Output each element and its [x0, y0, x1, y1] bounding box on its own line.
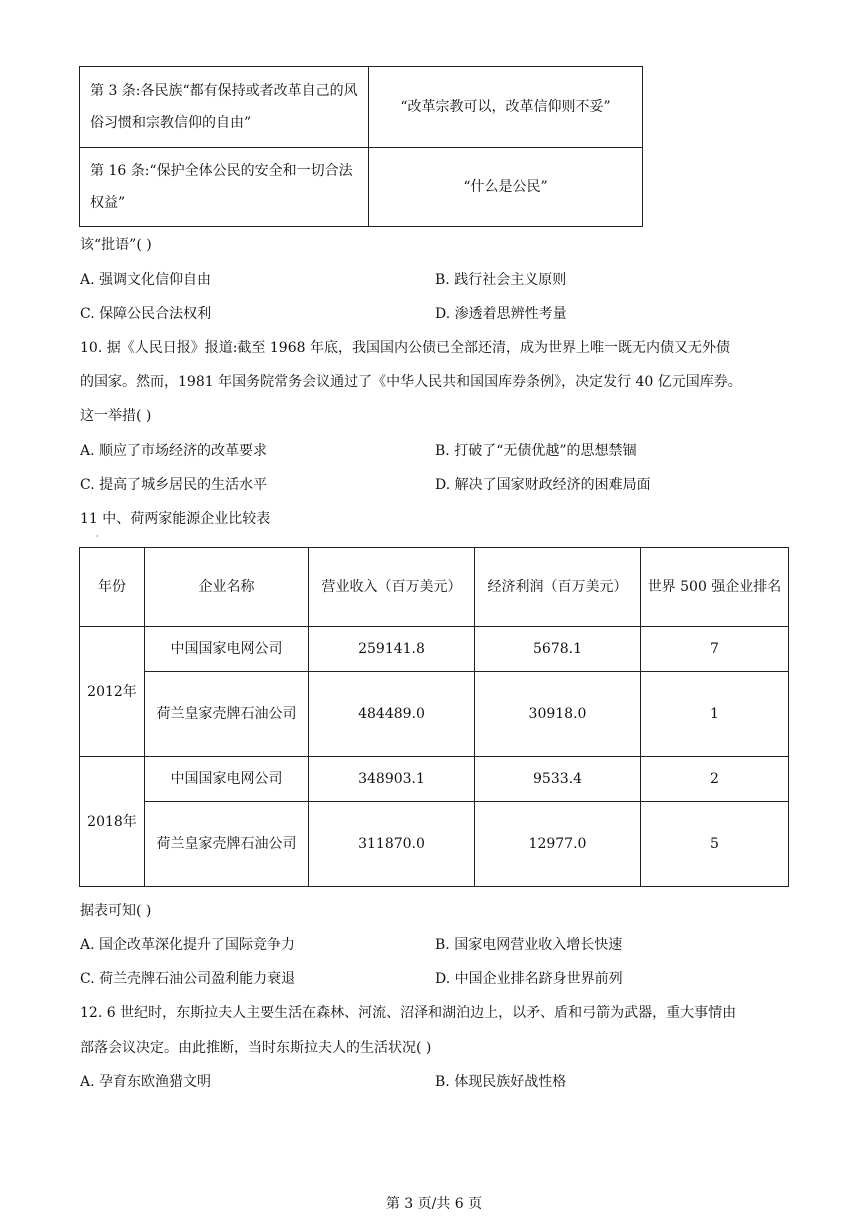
- option-a: A. 顺应了市场经济的改革要求: [80, 443, 268, 459]
- question-stem: 的国家。然而，1981 年国务院常务会议通过了《中华人民共和国国库券条例》，决定发行 40 亿元国库券。: [80, 374, 742, 390]
- table-row: [80, 757, 789, 802]
- company-cell: 中国国家电网公司: [145, 627, 309, 672]
- year-cell: 2018年: [80, 757, 145, 887]
- option-d: D. 渗透着思辨性考量: [435, 306, 567, 322]
- profit-cell: 5678.1: [475, 627, 641, 672]
- table-row: [80, 67, 643, 148]
- table-cell: “什么是公民”: [369, 148, 643, 227]
- option-a: A. 强调文化信仰自由: [80, 272, 212, 288]
- option-b: B. 打破了“无债优越”的思想禁锢: [435, 443, 637, 459]
- table-row: [80, 148, 643, 227]
- option-d: D. 中国企业排名跻身世界前列: [435, 971, 623, 987]
- revenue-cell: 259141.8: [309, 627, 475, 672]
- table-header-row: [80, 548, 789, 627]
- option-a: A. 孕育东欧渔猎文明: [80, 1074, 212, 1090]
- option-a: A. 国企改革深化提升了国际竞争力: [80, 937, 296, 953]
- header-year: 年份: [80, 548, 145, 627]
- option-b: B. 国家电网营业收入增长快速: [435, 937, 623, 953]
- question-stem: 据表可知( ): [80, 903, 152, 919]
- company-cell: 荷兰皇家壳牌石油公司: [145, 672, 309, 757]
- option-b: B. 践行社会主义原则: [435, 272, 567, 288]
- year-cell: 2012年: [80, 627, 145, 757]
- company-cell: 荷兰皇家壳牌石油公司: [145, 802, 309, 887]
- rank-cell: 5: [641, 802, 789, 887]
- table-row: [80, 627, 789, 672]
- profit-cell: 30918.0: [475, 672, 641, 757]
- profit-cell: 9533.4: [475, 757, 641, 802]
- question-stem: 这一举措( ): [80, 408, 152, 424]
- option-b: B. 体现民族好战性格: [435, 1074, 567, 1090]
- option-d: D. 解决了国家财政经济的困难局面: [435, 477, 651, 493]
- table-cell: 第 3 条:各民族“都有保持或者改革自己的风俗习惯和宗教信仰的自由”: [80, 67, 369, 148]
- option-c: C. 荷兰壳牌石油公司盈利能力衰退: [80, 971, 296, 987]
- policy-annotation-table: [79, 66, 643, 227]
- rank-cell: 1: [641, 672, 789, 757]
- header-rank: 世界 500 强企业排名: [641, 548, 789, 627]
- table-row: [80, 802, 789, 887]
- question-title: 11 中、荷两家能源企业比较表: [80, 511, 271, 527]
- revenue-cell: 348903.1: [309, 757, 475, 802]
- question-stem: 10. 据《人民日报》报道:截至 1968 年底，我国国内公债已全部还清，成为世界上唯一既无内债又无外债: [80, 340, 730, 356]
- header-profit: 经济利润（百万美元）: [475, 548, 641, 627]
- company-cell: 中国国家电网公司: [145, 757, 309, 802]
- page-number: 第 3 页/共 6 页: [385, 1196, 483, 1212]
- table-cell: “改革宗教可以，改革信仰则不妥”: [369, 67, 643, 148]
- header-revenue: 营业收入（百万美元）: [309, 548, 475, 627]
- option-c: C. 保障公民合法权利: [80, 306, 212, 322]
- table-cell: 第 16 条:“保护全体公民的安全和一切合法权益”: [80, 148, 369, 227]
- rank-cell: 7: [641, 627, 789, 672]
- header-company: 企业名称: [145, 548, 309, 627]
- revenue-cell: 484489.0: [309, 672, 475, 757]
- rank-cell: 2: [641, 757, 789, 802]
- revenue-cell: 311870.0: [309, 802, 475, 887]
- question-stem: 该“批语”( ): [80, 237, 152, 253]
- question-stem: 部落会议决定。由此推断，当时东斯拉夫人的生活状况( ): [80, 1040, 432, 1056]
- table-row: [80, 672, 789, 757]
- decorative-dot: ·: [96, 532, 99, 541]
- profit-cell: 12977.0: [475, 802, 641, 887]
- question-stem: 12. 6 世纪时，东斯拉夫人主要生活在森林、河流、沼泽和湖泊边上，以矛、盾和弓箭为武器，重大事情由: [80, 1005, 737, 1021]
- option-c: C. 提高了城乡居民的生活水平: [80, 477, 268, 493]
- energy-company-table: [79, 547, 789, 887]
